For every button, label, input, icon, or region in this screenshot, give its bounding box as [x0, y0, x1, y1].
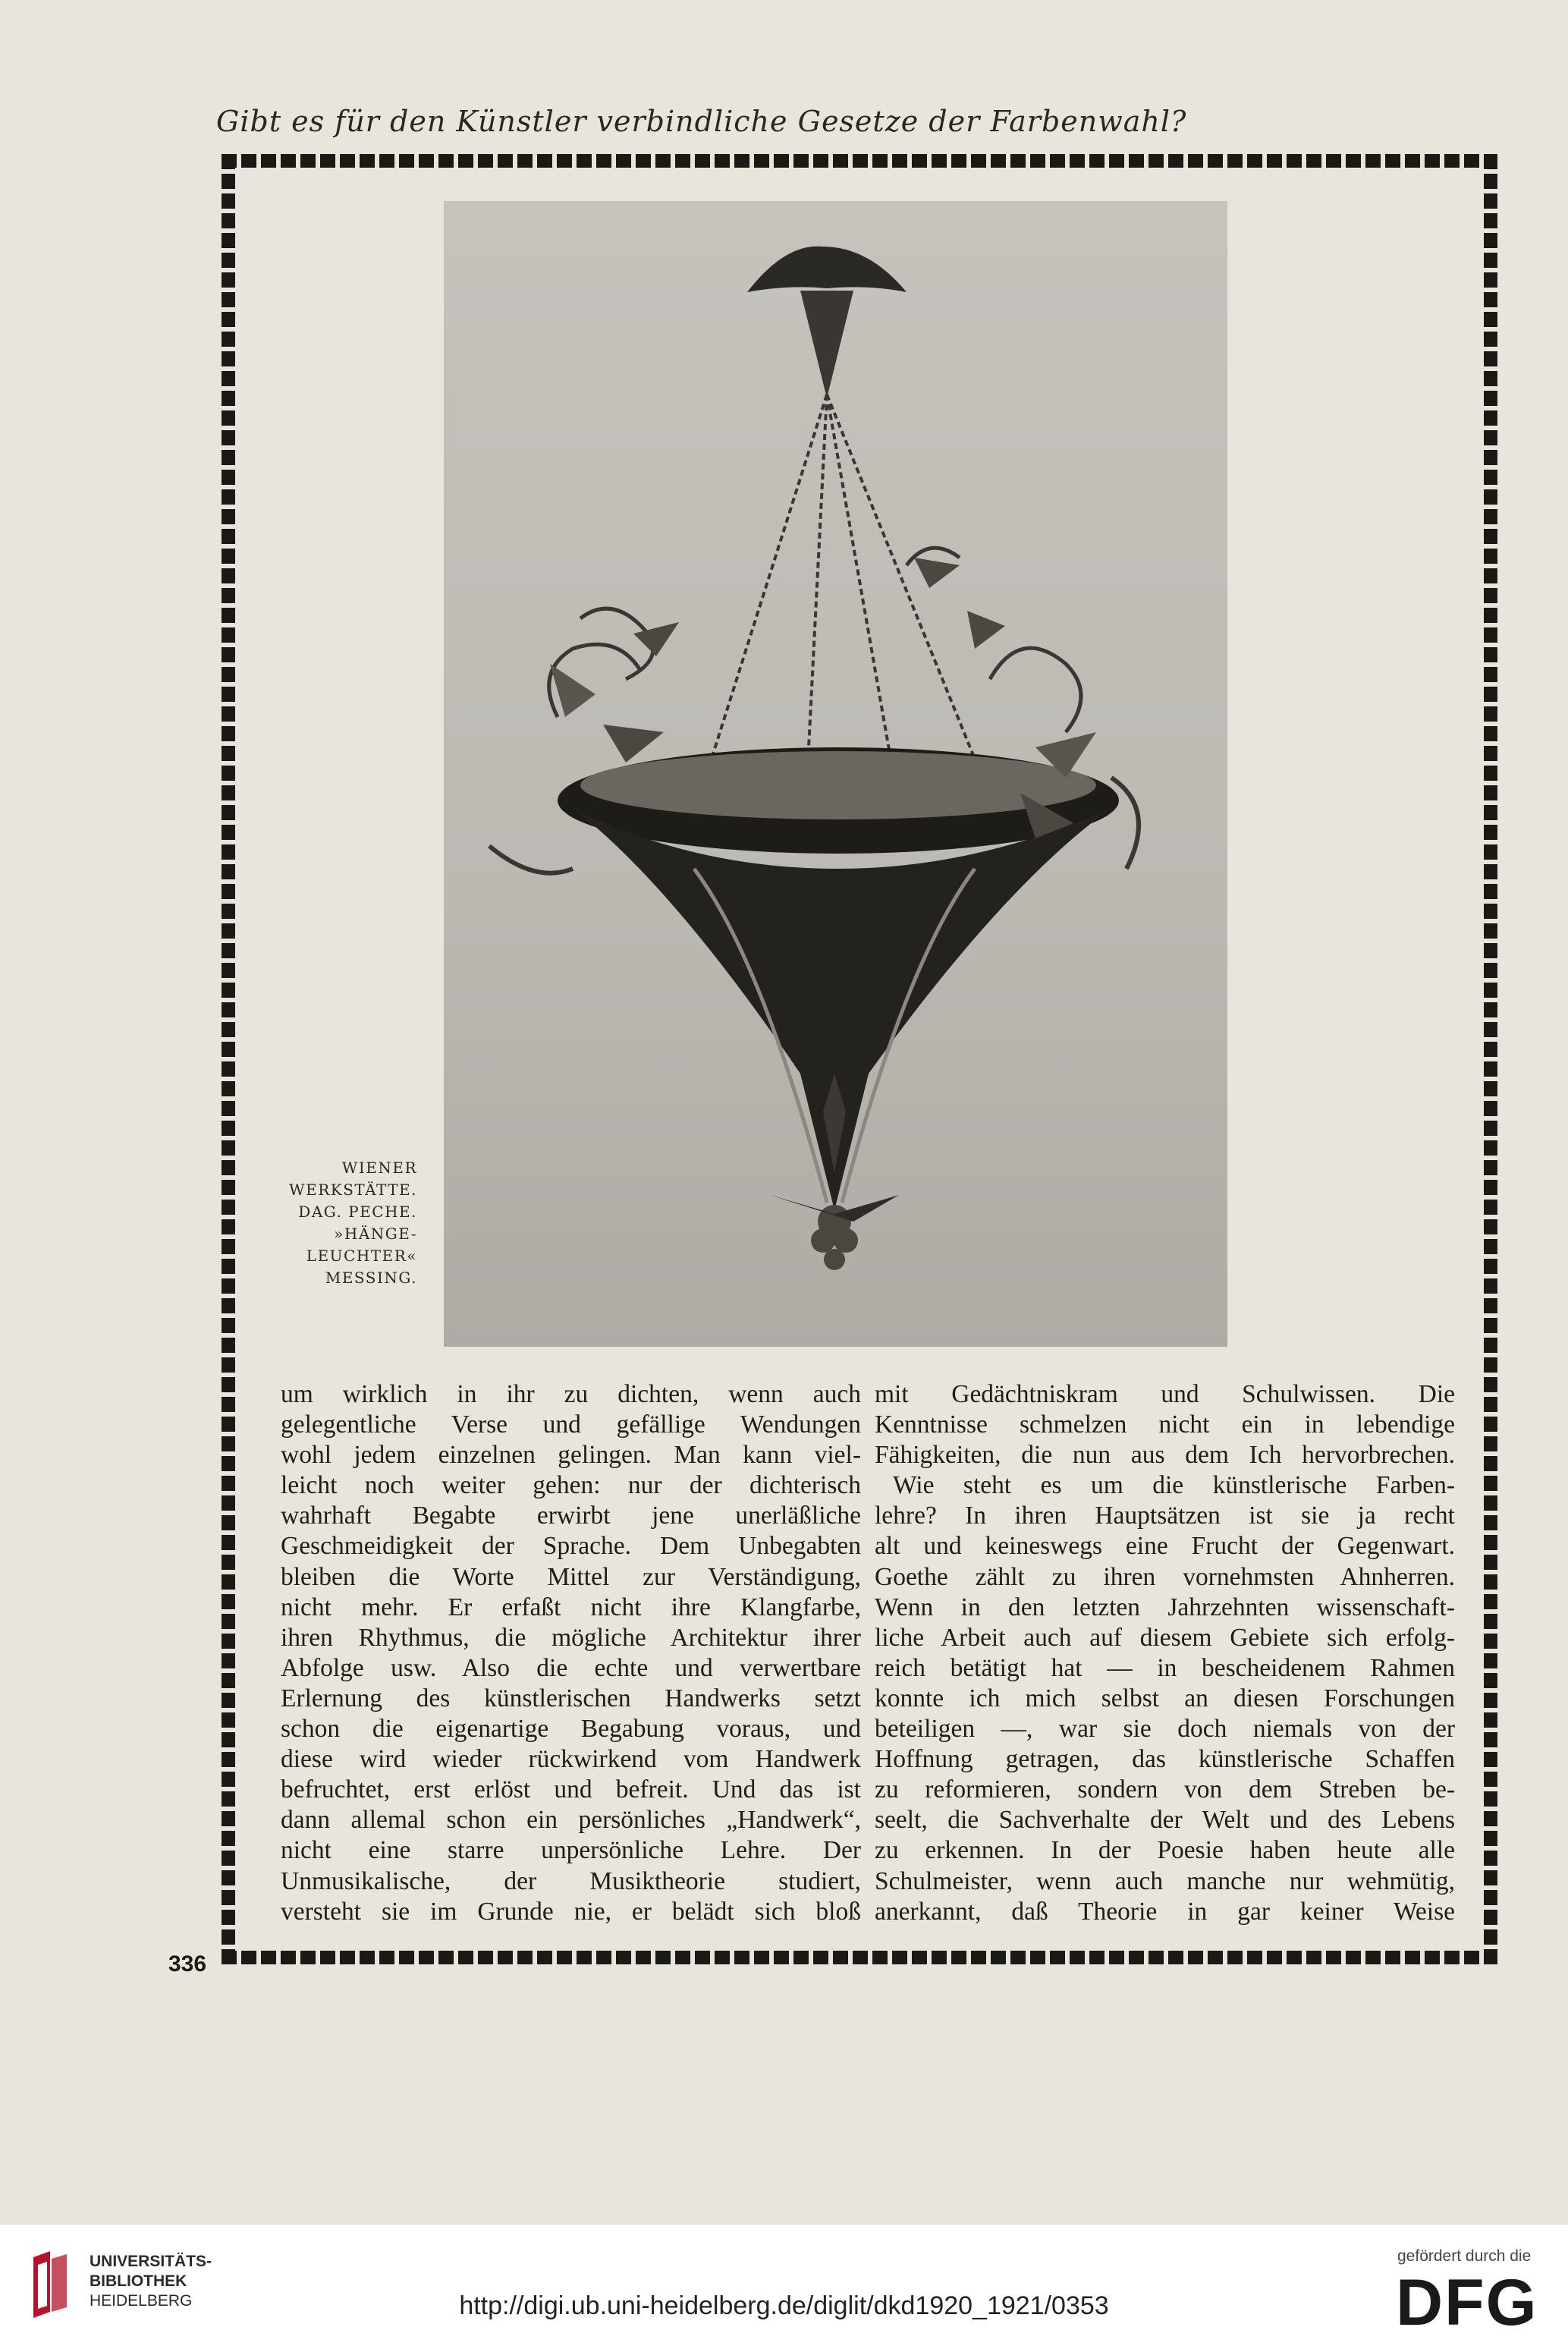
frame-bottom [222, 1951, 1497, 1964]
text-line: Unmusikalische, der Musiktheorie studiert, [281, 1866, 861, 1895]
photo-caption [228, 1157, 417, 1289]
text-line: reich betätigt hat — in bescheidenem Rahmen [875, 1653, 1455, 1682]
text-line: Erlernung des künstlerischen Handwerks setzt [281, 1684, 861, 1712]
text-line: konnte ich mich selbst an diesen Forschungen [875, 1684, 1455, 1712]
caption-line: MESSING. [325, 1269, 417, 1287]
footer-bar [0, 2225, 1568, 2346]
text-line: Kenntnisse schmelzen nicht ein in lebendige [875, 1410, 1455, 1439]
text-line: Wenn in den letzten Jahrzehnten wissenschaft- [875, 1593, 1455, 1621]
caption-line: »HÄNGE- [334, 1225, 417, 1243]
text-line: versteht sie im Grunde nie, er belädt sich bloß [281, 1897, 861, 1926]
lamp-photo [444, 201, 1227, 1347]
text-line: anerkannt, daß Theorie in gar keiner Weise [875, 1897, 1455, 1926]
caption-line: DAG. PECHE. [298, 1203, 417, 1221]
text-column-right [875, 1379, 1455, 1927]
source-url-link[interactable]: http://digi.ub.uni-heidelberg.de/diglit/dkd1920_1921/0353 [459, 2291, 1109, 2320]
text-line: dann allemal schon ein persönliches „Handwerk“, [281, 1806, 861, 1835]
text-line: schon die eigenartige Begabung voraus, und [281, 1715, 861, 1744]
frame-right [1484, 154, 1497, 1964]
dfg-logo: DFG [1396, 2266, 1538, 2339]
text-line: seelt, die Sachverhalte der Welt und des Lebens [875, 1806, 1455, 1835]
library-name-line: HEIDELBERG [90, 2292, 193, 2310]
text-line: mit Gedächtniskram und Schulwissen. Die [875, 1380, 1455, 1408]
funding-note: gefördert durch die [1397, 2247, 1532, 2265]
caption-line: LEUCHTER« [306, 1247, 417, 1265]
text-line: bleiben die Worte Mittel zur Verständigung, [281, 1562, 861, 1591]
text-line: zu erkennen. In der Poesie haben heute alle [875, 1836, 1455, 1865]
text-line: nicht mehr. Er erfaßt nicht ihre Klangfarbe, [281, 1593, 861, 1621]
text-line: liche Arbeit auch auf diesem Gebiete sich erfolg- [875, 1623, 1455, 1652]
text-column-left [281, 1379, 861, 1927]
caption-line: WIENER [341, 1159, 417, 1177]
text-line: Goethe zählt zu ihren vornehmsten Ahnherren. [875, 1562, 1455, 1591]
page-number: 336 [168, 1951, 207, 1976]
text-line: befruchtet, erst erlöst und befreit. Und das ist [281, 1775, 861, 1804]
text-line: Wie steht es um die künstlerische Farben- [893, 1471, 1455, 1500]
library-name-line: UNIVERSITÄTS- [90, 2253, 212, 2270]
frame-left [222, 154, 235, 1964]
text-line: beteiligen —, war sie doch niemals von der [875, 1715, 1455, 1744]
text-line: Geschmeidigkeit der Sprache. Dem Unbegabten [281, 1532, 861, 1561]
caption-line: WERKSTÄTTE. [289, 1181, 417, 1199]
text-line: zu reformieren, sondern von dem Streben be- [875, 1775, 1455, 1804]
text-line: Abfolge usw. Also die echte und verwertbare [281, 1653, 861, 1682]
text-line: alt und keineswegs eine Frucht der Gegenwart. [875, 1532, 1455, 1561]
text-line: leicht noch weiter gehen: nur der dichterisch [281, 1471, 861, 1500]
text-line: um wirklich in ihr zu dichten, wenn auch [281, 1380, 861, 1408]
frame-top [222, 154, 1497, 168]
text-line: nicht eine starre unpersönliche Lehre. Der [281, 1836, 861, 1865]
text-line: gelegentliche Verse und gefällige Wendungen [281, 1410, 861, 1439]
text-line: wahrhaft Begabte erwirbt jene unerläßliche [281, 1502, 861, 1530]
text-line: lehre? In ihren Hauptsätzen ist sie ja recht [875, 1502, 1455, 1530]
text-line: diese wird wieder rückwirkend vom Handwerk [281, 1745, 861, 1774]
hanging-lamp-icon [444, 201, 1227, 1347]
running-head: Gibt es für den Künstler verbindliche Gesetze der Farbenwahl? [216, 105, 1187, 138]
text-line: Fähigkeiten, die nun aus dem Ich hervorbrechen. [875, 1441, 1455, 1470]
text-line: wohl jedem einzelnen gelingen. Man kann viel- [281, 1441, 861, 1470]
text-line: Schulmeister, wenn auch manche nur wehmütig, [875, 1866, 1455, 1895]
text-line: Hoffnung getragen, das künstlerische Schaffen [875, 1745, 1455, 1774]
text-line: ihren Rhythmus, die mögliche Architektur ihrer [281, 1623, 861, 1652]
library-name-line: BIBLIOTHEK [90, 2272, 187, 2290]
